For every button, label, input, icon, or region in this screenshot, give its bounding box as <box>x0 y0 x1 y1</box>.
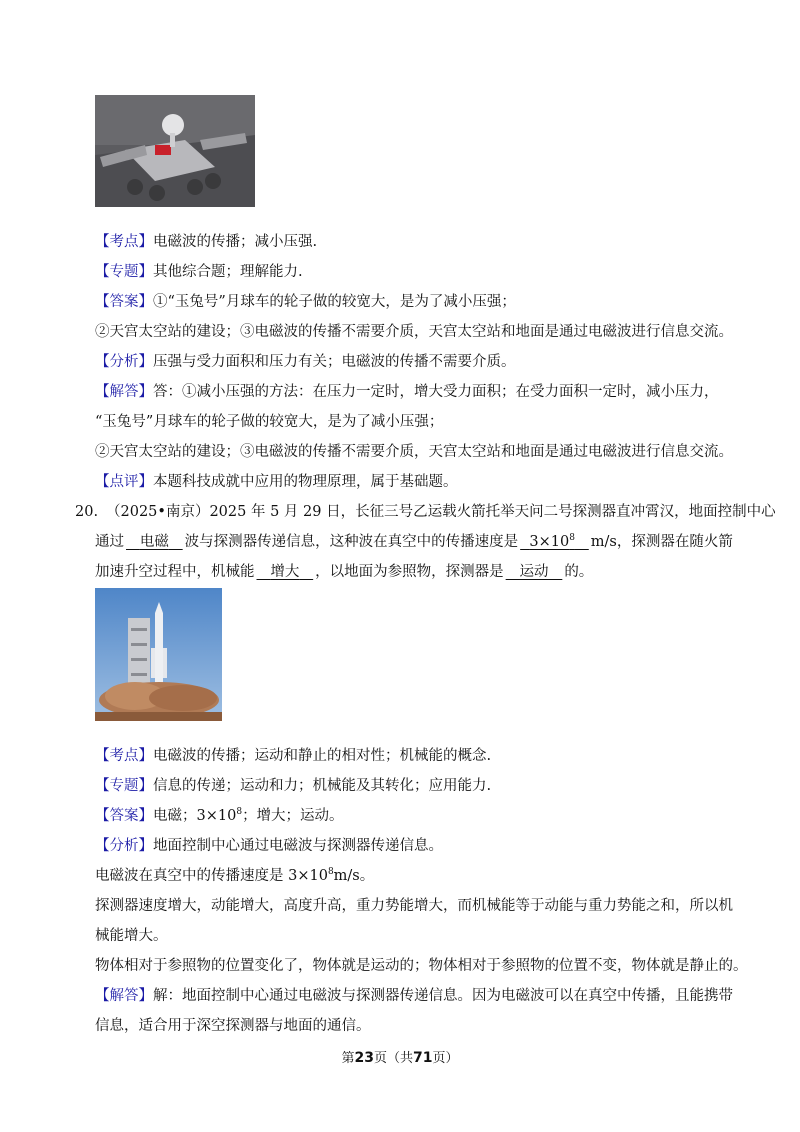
section1-daan-line2: ②天宫太空站的建设；③电磁波的传播不需要介质，天宫太空站和地面是通过电磁波进行信息交流。 <box>95 324 733 340</box>
blank-answer-3: 增大 <box>270 564 300 580</box>
section2-paragraph-speed: 电磁波在真空中的传播速度是 $3\times 10^8m/s$。 <box>95 867 375 884</box>
section2-paragraph-energy-line1: 探测器速度增大，动能增大，高度升高，重力势能增大，而机械能等于动能与重力势能之和，所以机 <box>95 898 733 914</box>
tag-jieda: 【解答】 <box>95 988 153 1004</box>
question-line1: （2025•南京）2025 年 5 月 29 日，长征三号乙运载火箭托举天问二号探测器直冲霄汉，地面控制中心 <box>106 504 776 520</box>
section2-daan: 【答案】电磁；$3\times 10^8$；增大；运动。 <box>95 807 344 824</box>
tag-kaodian: 【考点】 <box>95 234 153 250</box>
tag-daan: 【答案】 <box>95 294 153 310</box>
section1-jieda-line3: ②天宫太空站的建设；③电磁波的传播不需要介质，天宫太空站和地面是通过电磁波进行信息交流。 <box>95 444 733 460</box>
section1-dianping: 【点评】本题科技成就中应用的物理原理，属于基础题。 <box>95 474 458 490</box>
tag-kaodian: 【考点】 <box>95 748 153 764</box>
lunar-rover-image <box>95 95 255 207</box>
section2-jieda-line2: 信息，适合用于深空探测器与地面的通信。 <box>95 1018 371 1034</box>
tag-jieda: 【解答】 <box>95 384 153 400</box>
page-footer: 第23页（共71页） <box>341 1050 459 1066</box>
tag-fenxi: 【分析】 <box>95 354 153 370</box>
section2-fenxi: 【分析】地面控制中心通过电磁波与探测器传递信息。 <box>95 838 443 854</box>
section1-fenxi: 【分析】压强与受力面积和压力有关；电磁波的传播不需要介质。 <box>95 354 516 370</box>
tag-fenxi: 【分析】 <box>95 838 153 854</box>
section2-jieda-line1: 【解答】解：地面控制中心通过电磁波与探测器传递信息。因为电磁波可以在真空中传播，且能携带 <box>95 988 733 1004</box>
blank-answer-2: $3\times 10^8$ <box>529 533 575 550</box>
page-number: 23 <box>354 1050 374 1066</box>
section1-jieda-line2: “玉兔号”月球车的轮子做的较宽大，是为了减小压强； <box>95 414 444 430</box>
blank-answer-1: 电磁 <box>139 534 169 550</box>
tag-zhuanti: 【专题】 <box>95 778 153 794</box>
section2-paragraph-motion: 物体相对于参照物的位置变化了，物体就是运动的；物体相对于参照物的位置不变，物体就是静止的。 <box>95 958 748 974</box>
blank-answer-4: 运动 <box>519 564 549 580</box>
section2-paragraph-energy-line2: 械能增大。 <box>95 928 168 944</box>
question-number: 20. <box>75 504 99 520</box>
tag-daan: 【答案】 <box>95 808 153 824</box>
rocket-launch-image <box>95 588 222 721</box>
tag-dianping: 【点评】 <box>95 474 153 490</box>
section1-jieda-line1: 【解答】答：①减小压强的方法：在压力一定时，增大受力面积；在受力面积一定时，减小压力， <box>95 384 719 400</box>
question-line2: 通过 电磁 波与探测器传递信息，这种波在真空中的传播速度是 $3\times 10^8$ m/s，探测器在随火箭 <box>95 533 733 550</box>
page-total: 71 <box>413 1050 433 1066</box>
section2-kaodian: 【考点】电磁波的传播；运动和静止的相对性；机械能的概念. <box>95 748 492 764</box>
section1-kaodian: 【考点】电磁波的传播；减小压强. <box>95 234 318 250</box>
tag-zhuanti: 【专题】 <box>95 264 153 280</box>
question-line3: 加速升空过程中，机械能 增大 ，以地面为参照物，探测器是 运动 的。 <box>95 564 594 580</box>
section1-zhuanti: 【专题】其他综合题；理解能力. <box>95 264 303 280</box>
section1-daan-line1: 【答案】①“玉兔号”月球车的轮子做的较宽大，是为了减小压强； <box>95 294 516 310</box>
section2-zhuanti: 【专题】信息的传递；运动和力；机械能及其转化；应用能力. <box>95 778 492 794</box>
